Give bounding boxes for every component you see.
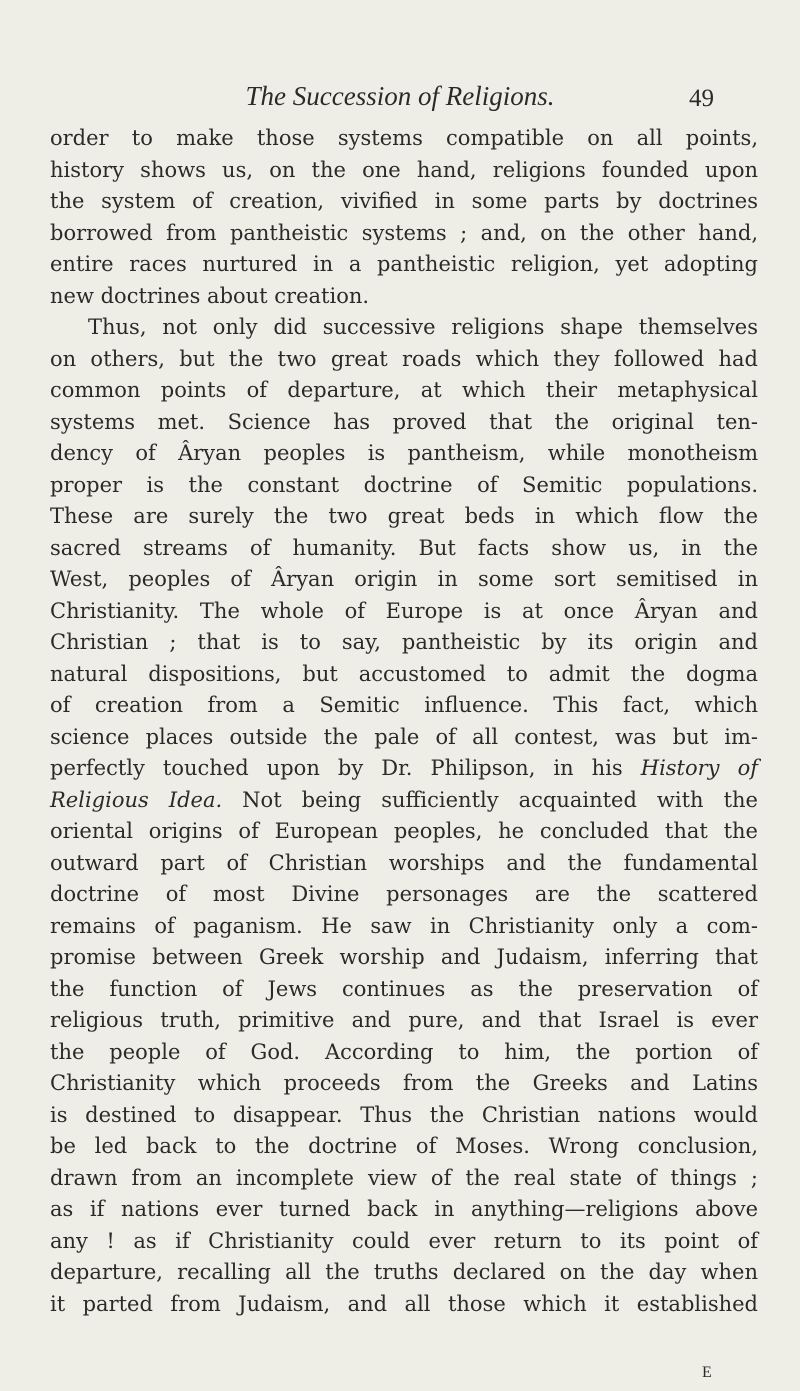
text-line: remains of paganism. He saw in Christianity only a com- xyxy=(50,913,758,938)
text-line: borrowed from pantheistic systems ; and, on the other hand, xyxy=(50,220,758,245)
text-line: science places outside the pale of all contest, was but im- xyxy=(50,724,758,749)
text-line: entire races nurtured in a pantheistic religion, yet adopting xyxy=(50,252,758,276)
page-number: 49 xyxy=(689,85,714,112)
text-line: of creation from a Semitic influence. This fact, which xyxy=(50,693,758,717)
body-text xyxy=(50,123,758,1320)
signature-mark: E xyxy=(702,1364,712,1381)
text-line: promise between Greek worship and Judaism, inferring that xyxy=(50,945,758,969)
text-line: as if nations ever turned back in anything—religions above xyxy=(50,1197,758,1221)
text-line: on others, but the two great roads which they followed had xyxy=(50,346,758,371)
text-line-with-title xyxy=(50,753,758,785)
text-line: the people of God. According to him, the portion of xyxy=(50,1039,758,1064)
text-line: the function of Jews continues as the preservation of xyxy=(50,976,758,1001)
running-head xyxy=(0,76,800,116)
text-line: proper is the constant doctrine of Semitic populations. xyxy=(50,472,758,497)
text-line: new doctrines about creation. xyxy=(50,283,370,308)
book-title-italic: History of xyxy=(640,756,758,780)
text-fragment: Not being sufficiently acquainted with the xyxy=(242,787,758,812)
text-line-with-title xyxy=(50,785,758,817)
text-line: Thus, not only did successive religions shape themselves xyxy=(88,315,758,339)
text-line: the system of creation, vivified in some parts by doctrines xyxy=(50,189,758,213)
text-line: drawn from an incomplete view of the real state of things ; xyxy=(50,1165,758,1190)
text-line: be led back to the doctrine of Moses. Wrong conclusion, xyxy=(50,1134,758,1158)
text-fragment: perfectly touched upon by Dr. Philipson, in his xyxy=(50,756,623,780)
text-line: any ! as if Christianity could ever return to its point of xyxy=(50,1228,758,1253)
text-line: doctrine of most Divine personages are the scattered xyxy=(50,882,758,906)
text-line: it parted from Judaism, and all those which it established xyxy=(50,1291,758,1316)
text-line: order to make those systems compatible on all points, xyxy=(50,126,758,150)
text-line: departure, recalling all the truths declared on the day when xyxy=(50,1260,758,1284)
text-line: Christian ; that is to say, pantheistic by its origin and xyxy=(50,630,758,654)
book-title-italic: Religious Idea. xyxy=(50,787,223,812)
running-title: The Succession of Religions. xyxy=(245,81,555,111)
text-line: is destined to disappear. Thus the Christian nations would xyxy=(50,1102,758,1127)
text-line: oriental origins of European peoples, he concluded that the xyxy=(50,819,758,843)
text-line: natural dispositions, but accustomed to admit the dogma xyxy=(50,661,758,686)
text-line: common points of departure, at which their metaphysical xyxy=(50,378,758,402)
text-line: West, peoples of Âryan origin in some sort semitised in xyxy=(50,567,758,591)
text-line: outward part of Christian worships and the fundamental xyxy=(50,850,758,875)
text-line: These are surely the two great beds in which flow the xyxy=(50,504,758,528)
text-line: sacred streams of humanity. But facts show us, in the xyxy=(50,535,758,560)
text-line: history shows us, on the one hand, religions founded upon xyxy=(50,157,758,182)
text-line: religious truth, primitive and pure, and that Israel is ever xyxy=(50,1008,758,1032)
text-line: Christianity. The whole of Europe is at once Âryan and xyxy=(50,598,758,623)
text-line: systems met. Science has proved that the original ten- xyxy=(50,409,758,434)
text-line: Christianity which proceeds from the Greeks and Latins xyxy=(50,1071,758,1095)
text-line: dency of Âryan peoples is pantheism, while monotheism xyxy=(50,441,758,465)
